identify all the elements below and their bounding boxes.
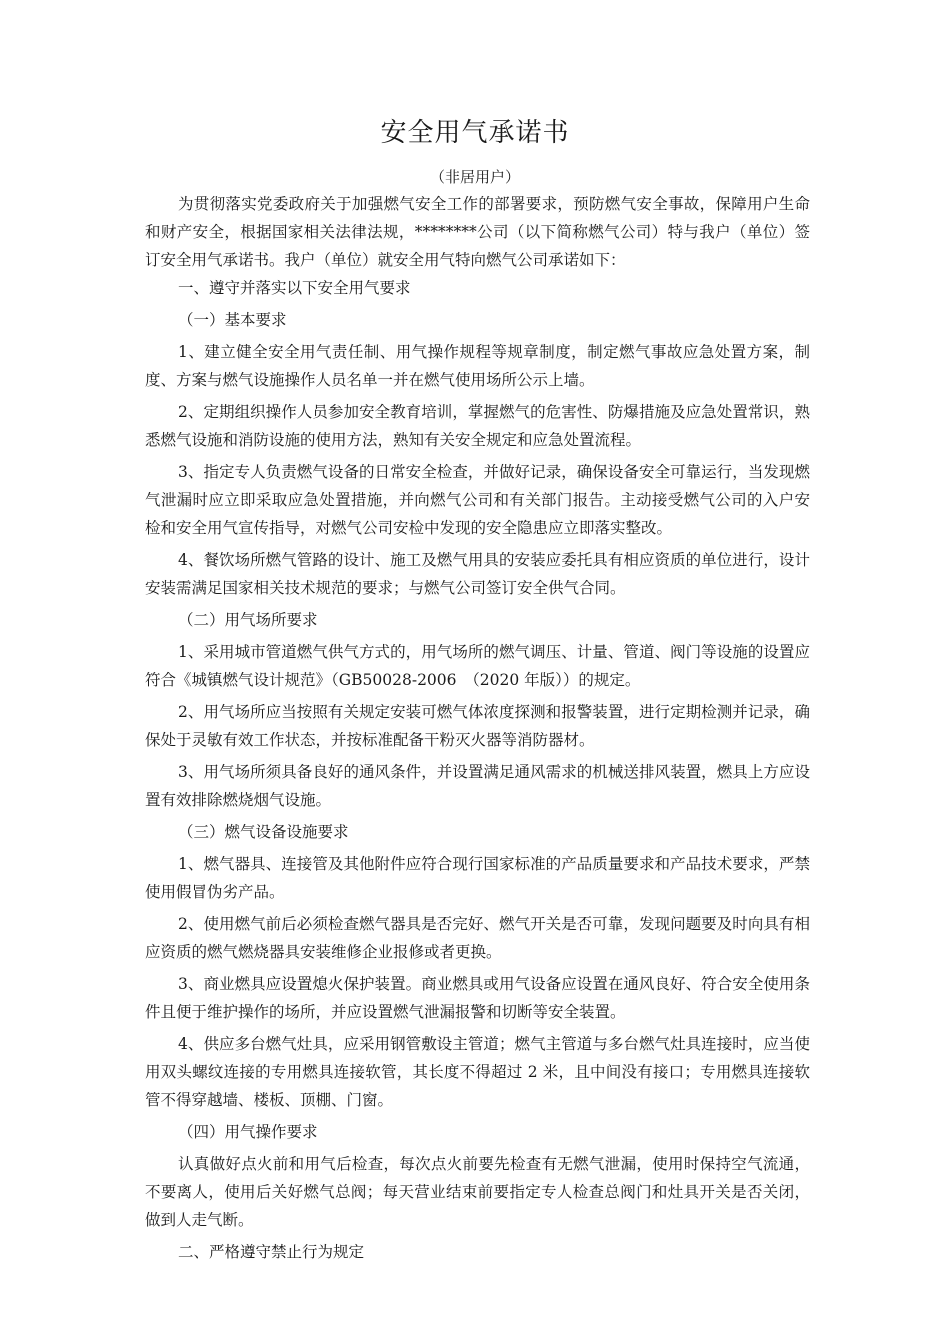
document-title: 安全用气承诺书: [380, 118, 570, 148]
document-body: [145, 190, 810, 1266]
subsection-heading-equipment: （三）燃气设备设施要求: [178, 823, 349, 841]
equipment-requirement-item: 3、商业燃具应设置熄火保护装置。商业燃具或用气设备应设置在通风良好、符合安全使用条件且便于维护操作的场所，并应设置燃气泄漏报警和切断等安全装置。: [145, 975, 810, 1021]
equipment-requirement-item: 4、供应多台燃气灶具，应采用钢管敷设主管道；燃气主管道与多台燃气灶具连接时，应当使用双头螺纹连接的专用燃具连接软管，其长度不得超过 2 米，且中间没有接口；专用燃具连接软管不得穿越墙、楼板、顶棚、门窗。: [145, 1035, 810, 1109]
section-heading-1: 一、遵守并落实以下安全用气要求: [178, 279, 411, 297]
premises-requirement-item: 3、用气场所须具备良好的通风条件，并设置满足通风需求的机械送排风装置，燃具上方应设置有效排除燃烧烟气设施。: [145, 763, 810, 809]
basic-requirement-item: 3、指定专人负责燃气设备的日常安全检查，并做好记录，确保设备安全可靠运行，当发现燃气泄漏时应立即采取应急处置措施，并向燃气公司和有关部门报告。主动接受燃气公司的入户安检和安全用气宣传指导，对燃气公司安检中发现的安全隐患应立即落实整改。: [145, 463, 810, 537]
intro-paragraph: 为贯彻落实党委政府关于加强燃气安全工作的部署要求，预防燃气安全事故，保障用户生命和财产安全，根据国家相关法律法规，********公司（以下简称燃气公司）特与我户（单位）签订安全用气承诺书。我户（单位）就安全用气特向燃气公司承诺如下：: [145, 195, 810, 269]
subsection-heading-operation: （四）用气操作要求: [178, 1123, 318, 1141]
subsection-heading-premises: （二）用气场所要求: [178, 611, 318, 629]
equipment-requirement-item: 1、燃气器具、连接管及其他附件应符合现行国家标准的产品质量要求和产品技术要求，严禁使用假冒伪劣产品。: [145, 855, 810, 901]
subsection-heading-basic: （一）基本要求: [178, 311, 287, 329]
document-subtitle: （非居用户）: [429, 168, 520, 186]
section-heading-2: 二、严格遵守禁止行为规定: [178, 1243, 365, 1261]
premises-requirement-item: 2、用气场所应当按照有关规定安装可燃气体浓度探测和报警装置，进行定期检测并记录，确保处于灵敏有效工作状态，并按标准配备干粉灭火器等消防器材。: [145, 703, 810, 749]
basic-requirement-item: 4、餐饮场所燃气管路的设计、施工及燃气用具的安装应委托具有相应资质的单位进行，设计安装需满足国家相关技术规范的要求；与燃气公司签订安全供气合同。: [145, 551, 810, 597]
equipment-requirement-item: 2、使用燃气前后必须检查燃气器具是否完好、燃气开关是否可靠，发现问题要及时向具有相应资质的燃气燃烧器具安装维修企业报修或者更换。: [145, 915, 810, 961]
premises-requirement-item: 1、采用城市管道燃气供气方式的，用气场所的燃气调压、计量、管道、阀门等设施的设置应符合《城镇燃气设计规范》（GB50028-2006 （2020 年版））的规定。: [145, 643, 810, 689]
basic-requirement-item: 1、建立健全安全用气责任制、用气操作规程等规章制度，制定燃气事故应急处置方案，制度、方案与燃气设施操作人员名单一并在燃气使用场所公示上墙。: [145, 343, 810, 389]
basic-requirement-item: 2、定期组织操作人员参加安全教育培训，掌握燃气的危害性、防爆措施及应急处置常识，熟悉燃气设施和消防设施的使用方法，熟知有关安全规定和应急处置流程。: [145, 403, 810, 449]
operation-requirement-text: 认真做好点火前和用气后检查，每次点火前要先检查有无燃气泄漏，使用时保持空气流通，不要离人，使用后关好燃气总阀；每天营业结束前要指定专人检查总阀门和灶具开关是否关闭，做到人走气断。: [145, 1155, 810, 1229]
